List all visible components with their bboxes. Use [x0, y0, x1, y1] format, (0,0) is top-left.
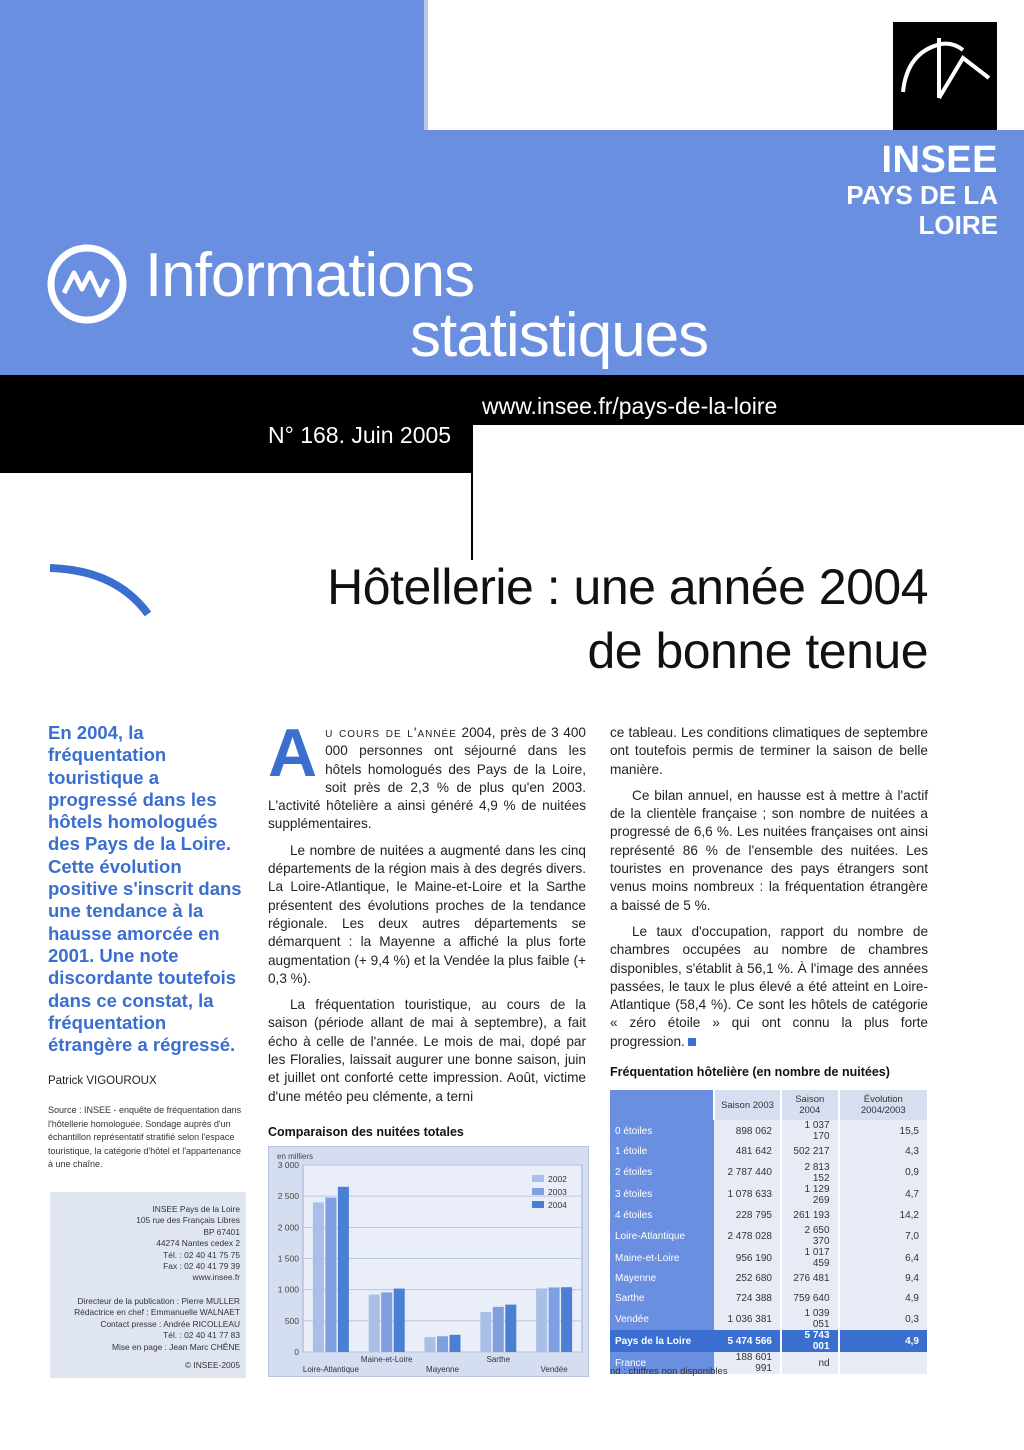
address-line: Tél. : 02 40 41 75 75 — [163, 1249, 240, 1260]
table-cell: 2 478 028 — [714, 1225, 781, 1247]
table-row — [610, 1269, 928, 1289]
row-label: 3 étoiles — [610, 1184, 714, 1206]
author-name: Patrick VIGOUROUX — [48, 1075, 157, 1087]
table-cell: 9,4 — [839, 1269, 928, 1289]
credit-line: Mise en page : Jean Marc CHÊNE — [111, 1341, 240, 1352]
y-tick-label: 500 — [284, 1315, 299, 1326]
row-label: 0 étoiles — [610, 1120, 714, 1142]
table-cell: 252 680 — [714, 1269, 781, 1289]
y-tick-label: 0 — [294, 1347, 299, 1357]
table-cell: 228 795 — [714, 1206, 781, 1226]
table-cell: nd — [781, 1352, 839, 1374]
source-note: Source : INSEE - enquête de fréquentation dans l'hôtellerie homologuée. Sondage auprès d'un échantillon représentatif stratifié selon l'espace touristique, la catégorie d'hôtel et l'appartenance à une chaîne. — [48, 1105, 242, 1170]
table-cell: 1 036 381 — [714, 1308, 781, 1330]
table-cell: 0,3 — [839, 1308, 928, 1330]
legend-label: 2004 — [548, 1200, 567, 1210]
address-line: Fax : 02 40 41 79 39 — [163, 1261, 240, 1272]
table-cell: 5 743 001 — [781, 1330, 839, 1352]
table-row — [610, 1162, 928, 1184]
publisher-infobox — [50, 1192, 246, 1378]
table-cell: 4,9 — [839, 1330, 928, 1352]
bar-2003 — [381, 1292, 392, 1352]
paragraph-6 — [610, 923, 928, 1051]
table-cell — [839, 1352, 928, 1374]
table-cell: 4,9 — [839, 1289, 928, 1309]
table-cell: 15,5 — [839, 1120, 928, 1142]
article-title-line2: de bonne tenue — [587, 623, 928, 679]
legend-swatch — [532, 1201, 544, 1208]
credit-line: Rédactrice en chef : Emmanuelle WALNAET — [74, 1307, 240, 1318]
table-cell: 4,7 — [839, 1184, 928, 1206]
table-note: nd : chiffres non disponibles — [610, 1366, 728, 1377]
x-tick-label: Loire-Atlantique — [302, 1365, 359, 1374]
bar-2004 — [561, 1287, 572, 1352]
table-cell: 0,9 — [839, 1162, 928, 1184]
bar-2004 — [394, 1289, 405, 1352]
paragraph-1 — [268, 715, 586, 834]
table-header-row — [610, 1090, 928, 1120]
header-block-left — [0, 0, 424, 130]
divider-line — [471, 470, 473, 560]
table-row — [610, 1120, 928, 1142]
table-cell: 14,2 — [839, 1206, 928, 1226]
brand-region: PAYS DE LA LOIRE — [846, 180, 998, 240]
table-cell: 4,3 — [839, 1142, 928, 1162]
legend-label: 2002 — [548, 1174, 567, 1184]
copyright: © INSEE-2005 — [184, 1360, 240, 1370]
table-cell: 6,4 — [839, 1247, 928, 1269]
table-cell: 724 388 — [714, 1289, 781, 1309]
bar-2002 — [425, 1337, 436, 1352]
bar-2003 — [549, 1287, 560, 1352]
website-line[interactable]: www.insee.fr — [192, 1272, 240, 1283]
insee-logo — [893, 22, 997, 130]
decorative-arc — [46, 560, 156, 620]
table-row — [610, 1142, 928, 1162]
table-cell: 2 813 152 — [781, 1162, 839, 1184]
article-title — [260, 555, 928, 683]
body-column-2 — [610, 724, 928, 1059]
publisher-address — [136, 1204, 240, 1284]
row-label: Sarthe — [610, 1289, 714, 1309]
table-cell: 759 640 — [781, 1289, 839, 1309]
article-title-line1: Hôtellerie : une année 2004 — [327, 559, 928, 615]
table-row — [610, 1206, 928, 1226]
table-cell: 188 601 991 — [714, 1352, 781, 1374]
bar-2003 — [493, 1307, 504, 1352]
pulse-circle-icon — [46, 243, 128, 325]
bar-2004 — [450, 1335, 461, 1352]
row-label: Mayenne — [610, 1269, 714, 1289]
table-cell: 502 217 — [781, 1142, 839, 1162]
table-cell: 2 787 440 — [714, 1162, 781, 1184]
bar-chart — [269, 1147, 590, 1378]
row-label: Loire-Atlantique — [610, 1225, 714, 1247]
masthead — [0, 0, 1024, 375]
table-corner — [610, 1090, 714, 1120]
bar-2004 — [338, 1187, 349, 1352]
table-row — [610, 1289, 928, 1309]
row-label: 2 étoiles — [610, 1162, 714, 1184]
address-line: 105 rue des Français Libres — [136, 1215, 240, 1226]
header-fold-shadow — [424, 0, 428, 130]
address-line: INSEE Pays de la Loire — [152, 1204, 240, 1214]
address-line: BP 67401 — [203, 1226, 240, 1237]
row-label: Pays de la Loire — [610, 1330, 714, 1352]
table-row — [610, 1225, 928, 1247]
table-row — [610, 1247, 928, 1269]
bar-2002 — [536, 1288, 547, 1352]
publication-title-line2: statistiques — [410, 301, 709, 370]
table-cell: 481 642 — [714, 1142, 781, 1162]
insee-logo-icon — [893, 22, 997, 130]
table-cell: 276 481 — [781, 1269, 839, 1289]
insee-brand — [766, 140, 998, 240]
article-lede: En 2004, la fréquentation touristique a progressé dans les hôtels homologués des Pays de la Loire. Cette évolution positive s'inscrit dans une tendance à la hausse amorcée en 2001. Une note discordante toutefois dans ce constat, la fréquentation étrangère a régressé. — [48, 722, 242, 1056]
paragraph-6-text: Le taux d'occupation, rapport du nombre de chambres occupées au nombre de chambres disponibles, s'établit à 56,1 %. À l'image des années passées, le taux le plus élevé a été atteint en Loire-Atlantique (58,4 %). Ce sont les hôtels de catégorie « zéro étoile » qui ont connu la plus forte progression. — [610, 923, 928, 1049]
paragraph-1-lead: u cours de l'année — [325, 725, 457, 740]
address-line: 44274 Nantes cedex 2 — [156, 1238, 240, 1249]
x-tick-label: Sarthe — [486, 1355, 511, 1364]
bar-2003 — [437, 1336, 448, 1352]
bar-2002 — [480, 1312, 491, 1352]
row-label: 1 étoile — [610, 1142, 714, 1162]
column-header: Saison 2004 — [781, 1090, 839, 1120]
dropcap: A — [268, 715, 318, 791]
end-mark-icon — [688, 1038, 696, 1046]
bar-2002 — [313, 1202, 324, 1352]
publisher-credits — [74, 1296, 240, 1353]
y-axis-label: en milliers — [277, 1152, 314, 1161]
table-row — [610, 1184, 928, 1206]
credit-line: Tél. : 02 40 41 77 83 — [163, 1330, 240, 1341]
legend-swatch — [532, 1175, 544, 1182]
bar-2004 — [505, 1305, 516, 1352]
x-tick-label: Mayenne — [426, 1365, 459, 1374]
y-tick-label: 2 000 — [277, 1222, 299, 1233]
y-tick-label: 1 500 — [277, 1253, 299, 1264]
chart-title: Comparaison des nuitées totales — [268, 1125, 464, 1139]
table-cell: 1 017 459 — [781, 1247, 839, 1269]
brand-name: INSEE — [881, 139, 998, 181]
y-tick-label: 3 000 — [277, 1160, 299, 1170]
website-link[interactable]: www.insee.fr/pays-de-la-loire — [482, 393, 778, 419]
legend-swatch — [532, 1188, 544, 1195]
table-cell: 1 129 269 — [781, 1184, 839, 1206]
table-cell: 956 190 — [714, 1247, 781, 1269]
y-tick-label: 2 500 — [277, 1191, 299, 1202]
row-label: Maine-et-Loire — [610, 1247, 714, 1269]
row-label: 4 étoiles — [610, 1206, 714, 1226]
table-cell: 1 078 633 — [714, 1184, 781, 1206]
table-cell: 261 193 — [781, 1206, 839, 1226]
column-header: Évolution 2004/2003 — [839, 1090, 928, 1120]
row-label: France — [610, 1352, 714, 1374]
table-cell: 7,0 — [839, 1225, 928, 1247]
credit-line: Directeur de la publication : Pierre MULLER — [77, 1296, 240, 1306]
paragraph-3: La fréquentation touristique, au cours de la saison (période allant de mai à septembre), a fait écho à celle de l'année. Le mois de mai, dopé par les Floralies, laissait augurer une bonne saison, juin et juillet ont conforté cette impression. Août, victime d'une météo peu clémente, a terni — [268, 997, 586, 1104]
table-cell: 2 650 370 — [781, 1225, 839, 1247]
issue-number: N° 168. Juin 2005 — [268, 422, 452, 448]
x-tick-label: Maine-et-Loire — [360, 1355, 413, 1364]
bar-2003 — [325, 1198, 336, 1352]
paragraph-5: Ce bilan annuel, en hausse est à mettre à l'actif de la clientèle française ; son nombre de nuitées a progressé de 6,6 %. Les nuitées françaises ont ainsi représenté 86 % de l'ensemble des nuitées. Les touristes en provenance des pays étrangers sont venus moins nombreux : la fréquentation étrangère a baissé de 5 %. — [610, 787, 928, 913]
body-column-1 — [268, 715, 586, 1114]
table-cell: 898 062 — [714, 1120, 781, 1142]
y-tick-label: 1 000 — [277, 1284, 299, 1295]
credit-line: Contact presse : Andrée RICOLLEAU — [100, 1318, 240, 1329]
bar-2002 — [369, 1295, 380, 1352]
paragraph-4: ce tableau. Les conditions climatiques de septembre ont toutefois permis de terminer la saison de belle manière. — [610, 725, 928, 777]
publication-title-line1: Informations — [145, 241, 475, 310]
table-row — [610, 1330, 928, 1352]
row-label: Vendée — [610, 1308, 714, 1330]
paragraph-1-text: 2004, près de 3 400 000 personnes ont séjourné dans les hôtels homologués des Pays de la Loire, soit près de 2,3 % de plus qu'en 2003. L'activité hôtelière a ainsi généré 4,9 % de nuitées supplémentaires. — [268, 725, 586, 832]
chart-container — [268, 1146, 589, 1377]
table-cell: 1 037 170 — [781, 1120, 839, 1142]
table-title: Fréquentation hôtelière (en nombre de nuitées) — [610, 1065, 890, 1079]
x-tick-label: Vendée — [540, 1365, 568, 1374]
paragraph-2: Le nombre de nuitées a augmenté dans les cinq départements de la région mais à des degrés divers. La Loire-Atlantique, le Maine-et-Loire et la Sarthe présentent des évolutions proches de la tendance régionale. Les deux autres départements se démarquent : la Mayenne a affiché la plus forte augmentation (+ 9,4 %) et la Vendée la plus faible (+ 0,3 %). — [268, 842, 586, 986]
hotel-stats-table — [610, 1090, 929, 1374]
table-cell: 5 474 566 — [714, 1330, 781, 1352]
legend-label: 2003 — [548, 1187, 567, 1197]
table-cell: 1 039 051 — [781, 1308, 839, 1330]
column-header: Saison 2003 — [714, 1090, 781, 1120]
table-row — [610, 1308, 928, 1330]
